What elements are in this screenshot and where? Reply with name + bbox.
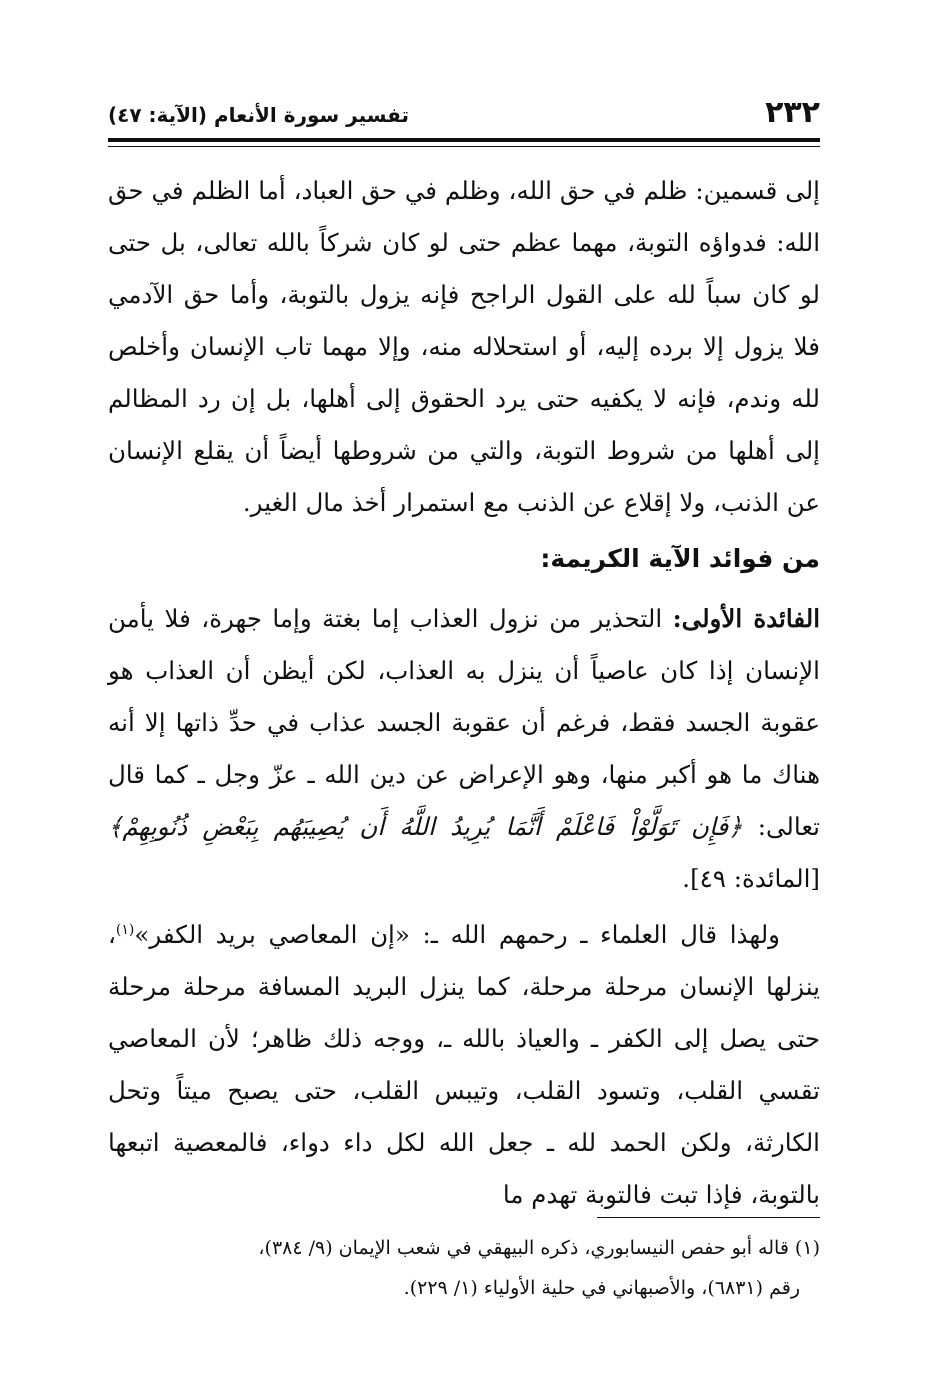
first-benefit-text: التحذير من نزول العذاب إما بغتة وإما جهرة، فلا يأمن الإنسان إذا كان عاصياً أن ينزل به العذاب، لكن أيظن أن العذاب هو عقوبة الجسد فقط، فرغم أن عقوبة الجسد عذاب في حدِّ ذاتها إلا أنه هناك ما هو أكبر منها، وهو الإعراض عن دين الله ـ عزّ وجل ـ كما قال تعالى: xyxy=(108,604,820,841)
first-benefit-label: الفائدة الأولى: xyxy=(672,604,821,633)
page-header xyxy=(108,90,820,130)
footnote-separator xyxy=(597,1217,820,1218)
footnotes xyxy=(108,1228,820,1308)
section-heading: من فوائد الآية الكريمة: xyxy=(540,544,820,573)
main-text xyxy=(108,165,820,1221)
header-rule-thin xyxy=(108,146,820,147)
footnote-marker: (١) xyxy=(115,921,135,938)
header-rule-thick xyxy=(108,138,820,142)
quran-verse: ﴿فَإِن تَوَلَّوْاْ فَاعْلَمْ أَنَّمَا يُرِيدُ اللَّهُ أَن يُصِيبَهُم بِبَعْضِ ذُنُوبِهِمْ﴾ xyxy=(108,812,743,841)
footnote-line-1: (١) قاله أبو حفص النيسابوري، ذكره البيهقي في شعب الإيمان (٩/ ٣٨٤)، xyxy=(258,1237,820,1259)
paragraph-first-benefit xyxy=(108,593,820,905)
quran-reference: [المائدة: ٤٩]. xyxy=(682,864,820,893)
page-number: ٢٣٢ xyxy=(765,95,820,130)
footnote-line-2: رقم (٦٨٣١)، والأصبهاني في حلية الأولياء (١/ ٢٢٩). xyxy=(403,1277,800,1299)
paragraph-scholars xyxy=(108,909,820,1221)
paragraph-repentance: إلى قسمين: ظلم في حق الله، وظلم في حق العباد، أما الظلم في حق الله: فدواؤه التوبة، مهما عظم حتى لو كان شركاً بالله تعالى، بل حتى لو كان سباً لله على القول الراجح فإنه يزول بالتوبة، وأما حق الآدمي فلا يزول إلا برده إليه، أو استحلاله منه، وإلا مهما تاب الإنسان وأخلص لله وندم، فإنه لا يكفيه حتى يرد الحقوق إلى أهلها، بل إن رد المظالم إلى أهلها من شروط التوبة، والتي من شروطها أيضاً أن يقلع الإنسان عن الذنب، ولا إقلاع عن الذنب مع استمرار أخذ مال الغير. xyxy=(108,176,820,517)
scholars-continuation: ، ينزلها الإنسان مرحلة مرحلة، كما ينزل البريد المسافة مرحلة مرحلة حتى يصل إلى الكفر ـ والعياذ بالله ـ، ووجه ذلك ظاهر؛ لأن المعاصي تقسي القلب، وتسود القلب، وتيبس القلب، حتى يصبح ميتاً وتحل الكارثة، ولكن الحمد لله ـ جعل الله لكل داء دواء، فالمعصية اتبعها بالتوبة، فإذا تبت فالتوبة تهدم ما xyxy=(108,920,820,1209)
scholars-quote: ولهذا قال العلماء ـ رحمهم الله ـ: «إن المعاصي بريد الكفر» xyxy=(134,920,780,949)
running-title: تفسير سورة الأنعام (الآية: ٤٧) xyxy=(108,103,410,127)
